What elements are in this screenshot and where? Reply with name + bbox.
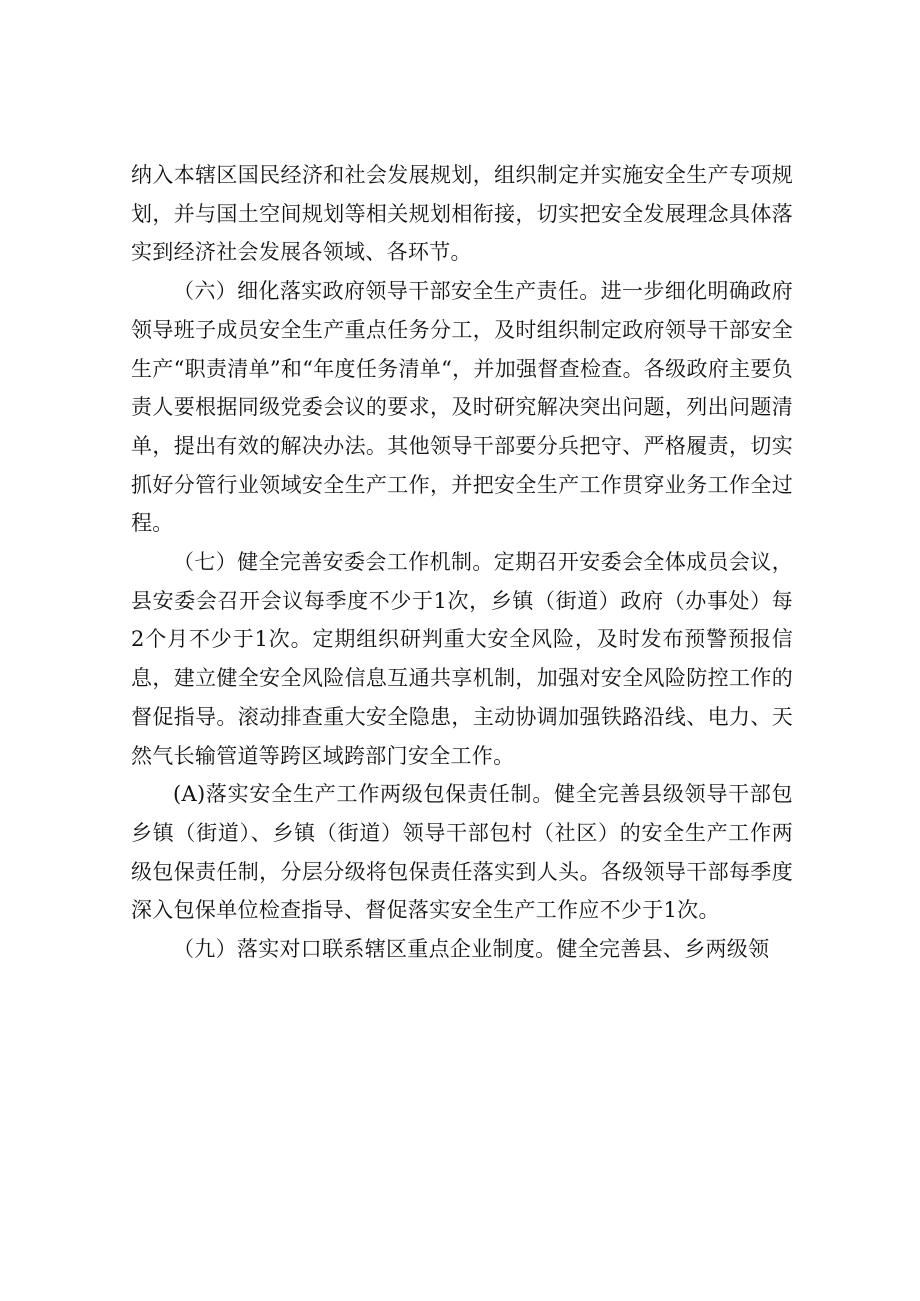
paragraph-section-9: （九）落实对口联系辖区重点企业制度。健全完善县、乡两级领 — [173, 937, 770, 962]
paragraph-section-8: (A)落实安全生产工作两级包保责任制。健全完善县级领导干部包乡镇（街道）、乡镇（街道）领导干部包村（社区）的安全生产工作两级包保责任制，分层分级将包保责任落实到人头。各级领导干部每季度深入包保单位检查指导、督促落实安全生产工作应不少于1次。 — [131, 782, 793, 923]
paragraph-continuation: 纳入本辖区国民经济和社会发展规划，组织制定并实施安全生产专项规划，并与国土空间规划等相关规划相衔接，切实把安全发展理念具体落实到经济社会发展各领域、各环节。 — [131, 163, 793, 265]
document-body — [131, 156, 793, 969]
paragraph-section-7: （七）健全完善安委会工作机制。定期召开安委会全体成员会议，县安委会召开会议每季度不少于1次，乡镇（街道）政府（办事处）每2个月不少于1次。定期组织研判重大安全风险，及时发布预警预报信息，建立健全安全风险信息互通共享机制，加强对安全风险防控工作的督促指导。滚动排查重大安全隐患，主动协调加强铁路沿线、电力、天然气长输管道等跨区域跨部门安全工作。 — [131, 550, 793, 768]
paragraph-section-6: （六）细化落实政府领导干部安全生产责任。进一步细化明确政府领导班子成员安全生产重点任务分工，及时组织制定政府领导干部安全生产“职责清单”和“年度任务清单“，并加强督查检查。各级政府主要负责人要根据同级党委会议的要求，及时研究解决突出问题，列出问题清单，提出有效的解决办法。其他领导干部要分兵把守、严格履责，切实抓好分管行业领域安全生产工作，并把安全生产工作贯穿业务工作全过程。 — [131, 279, 793, 536]
